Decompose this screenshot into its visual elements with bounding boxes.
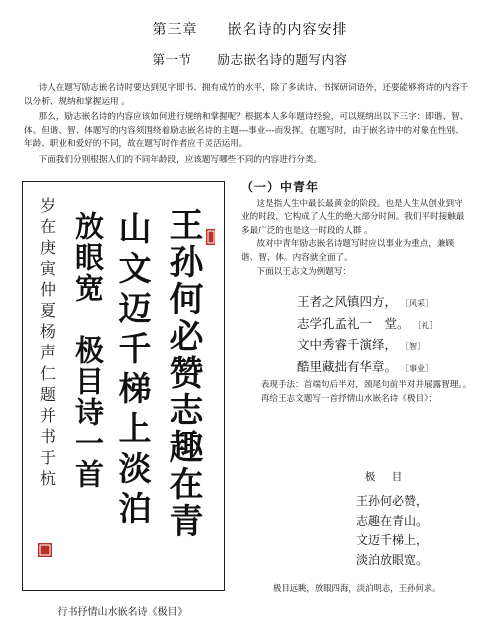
poem-line: 王孙何必赞， (356, 494, 429, 508)
subsection-paragraph: 故对中青年励志嵌名诗题写时应以事业为重点，兼顾谐、智、体。内容就全面了。 (241, 239, 455, 263)
subsection-paragraph: 这是指人生中最长最黄金的阶段。也是人生从创业到守业的时段，它构成了人生的绝大部分时间。我们平时接触最多最广泛的也是这一时段的人群 。 (241, 198, 465, 236)
calligraphy-inscription: 岁在庚寅仲夏杨声仁题并书于杭 (37, 197, 57, 491)
intro-paragraph: 下面我们分别根据人们的不同年龄段，应该题写哪些不同的内容进行分类。 (38, 154, 323, 165)
intro-text (24, 82, 472, 170)
poem-line-text: 酷里藏拙有华章。 (297, 358, 398, 374)
calligraphy-caption: 行书抒情山水嵌名诗《极目》 (57, 607, 188, 618)
explanation-paragraph: 表现手法：首端句后半对，颈尾句前半对并展露智理。。 (260, 380, 472, 390)
poem-line-text: 志学孔孟礼一 堂。 (297, 315, 410, 331)
poem-line (297, 357, 477, 379)
calligraphy-main-column: 山文迈千梯上淡泊 (113, 211, 153, 531)
intro-paragraph: 那么，励志嵌名诗的内容应该如何进行规纳和掌握呢？根据本人多年题诗经验，可以规纳出以下三字：即谐、智、体。但谐、智、体题写的内容须围绕着励志嵌名诗的主题---事业---而发挥。在题写时，由于嵌名诗中的对象在性别、年龄、职业和爱好的不同，故在题写时作者应千灵活运用。 (24, 112, 469, 150)
chapter-title: 第三章 嵌名诗的内容安排 (152, 22, 348, 38)
calligraphy-main-column: 王孙何必赞志趣在青 (163, 207, 203, 540)
poem-line (297, 314, 477, 336)
poem-line-tag: ［智］ (401, 342, 425, 351)
poem-line-tag: ［礼］ (413, 320, 438, 330)
calligraphy-seal (206, 229, 215, 245)
calligraphy-main-column: 放眼宽 极目诗一首 (71, 211, 105, 490)
poem-title: 极 目 (364, 471, 406, 483)
poem-line-tag: ［事业］ (401, 363, 433, 373)
poem-line: 文迈千梯上， (356, 533, 429, 547)
poem-wang-zhiwen (297, 292, 477, 378)
poem-line-text: 文中秀睿千演绎， (297, 337, 398, 352)
subsection-paragraph: 下面以王志文为例题写： (256, 266, 352, 277)
explanation-text (241, 379, 473, 406)
poem-line (297, 292, 477, 314)
calligraphy-seal (38, 543, 52, 557)
poem-line: 志趣在青山。 (356, 513, 429, 528)
calligraphy-svg (30, 189, 215, 581)
subsection-title: （一）中青年 (241, 180, 320, 194)
poem-line (297, 335, 477, 357)
section-title: 第一节 励志嵌名诗的题写内容 (152, 52, 348, 67)
poem-line-text: 王者之风镇四方， (297, 294, 398, 309)
subsection-body (241, 181, 471, 279)
poem-note: 极目远眺，放眼四海，淡泊明志，王孙何求。 (273, 583, 441, 593)
poem-line: 淡泊放眼宽。 (356, 552, 429, 567)
poem-line-tag: ［风采］ (401, 299, 433, 308)
calligraphy-artwork (22, 181, 225, 591)
explanation-paragraph: 再给王志文题写一首抒情山水嵌名诗《极目》： (260, 393, 437, 404)
intro-paragraph: 诗人在题写励志嵌名诗时要达到见字即书、拥有成竹的水平，除了多读诗、书探研词语外，还要能够将诗的内容千以分析、规纳和掌握运用 。 (24, 83, 469, 107)
poem-jimu (356, 492, 476, 570)
